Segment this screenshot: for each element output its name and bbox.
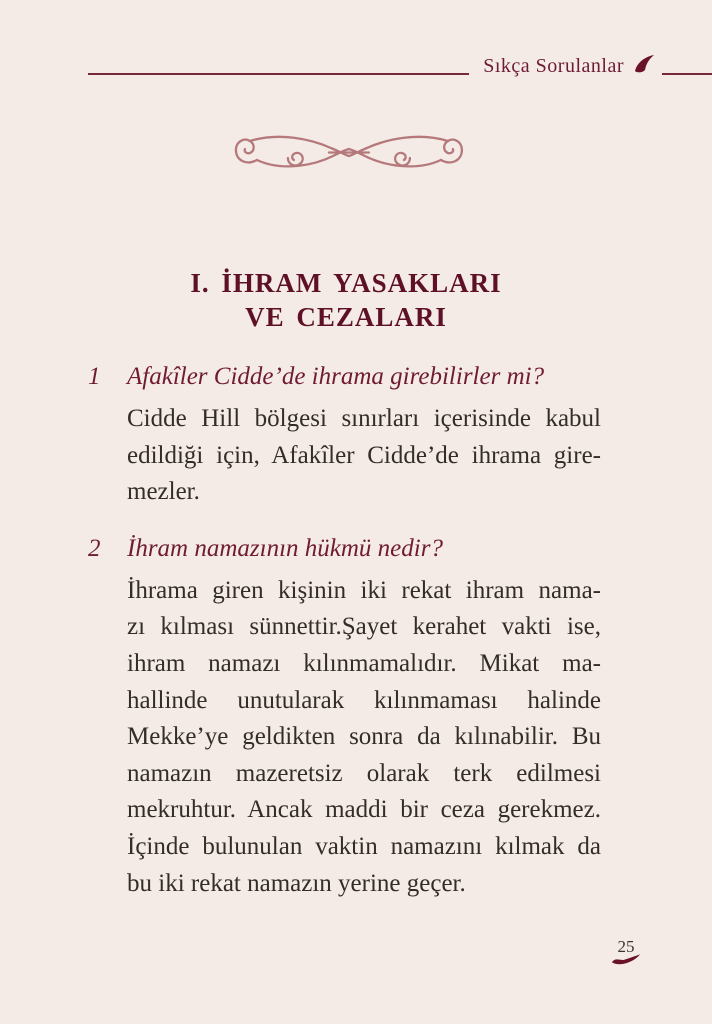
answer-line: Cidde Hill bölgesi sınırları içerisinde kabul [127,405,601,432]
page-footer [608,938,644,966]
answer-line: mezler. [127,478,200,506]
answer-line: hallinde unutularak kılınmaması halinde [127,686,601,714]
question-number: 2 [88,534,101,562]
answer-paragraph [127,573,601,902]
question-row [88,361,601,392]
qa-list [88,361,601,902]
running-header-title: Sıkça Sorulanlar [483,55,624,77]
running-header [88,52,712,78]
answer-paragraph [127,401,601,511]
qa-item-1 [88,361,601,511]
chapter-title-line1: I. İHRAM YASAKLARI [190,268,502,298]
qa-item-2 [88,533,601,902]
header-rule-right [662,73,712,75]
answer-line: İhrama giren kişinin iki rekat ihram nama- [127,576,601,604]
header-rule-left [88,73,469,75]
chapter-title-line2: VE CEZALARI [245,302,447,332]
question-text: Afakîler Cidde’de ihrama girebilirler mi? [127,363,545,390]
header-swash-icon [632,54,656,79]
answer-line: bu iki rekat namazın yerine geçer. [127,869,466,897]
divider-flourish-icon [231,131,467,182]
answer-line: Mekke’ye geldikten sonra da kılınabilir. Bu [127,723,601,751]
answer-line: namazın mazeretsiz olarak terk edilmesi [127,759,601,787]
answer-line: mekruhtur. Ancak maddi bir ceza gerekmez. [127,796,601,824]
answer-line: ihram namazı kılınmamalıdır. Mikat ma- [127,649,601,677]
answer-line: zı kılması sünnettir.Şayet kerahet vakti ise, [127,613,601,641]
question-row [88,533,601,564]
page-number: 25 [617,937,635,956]
answer-line: edildiği için, Afakîler Cidde’de ihrama gire- [127,441,601,469]
question-number: 1 [88,363,101,390]
question-text: İhram namazının hükmü nedir? [127,534,443,562]
answer-line: İçinde bulunulan vaktin namazını kılmak da [127,832,601,860]
chapter-title [0,266,692,334]
